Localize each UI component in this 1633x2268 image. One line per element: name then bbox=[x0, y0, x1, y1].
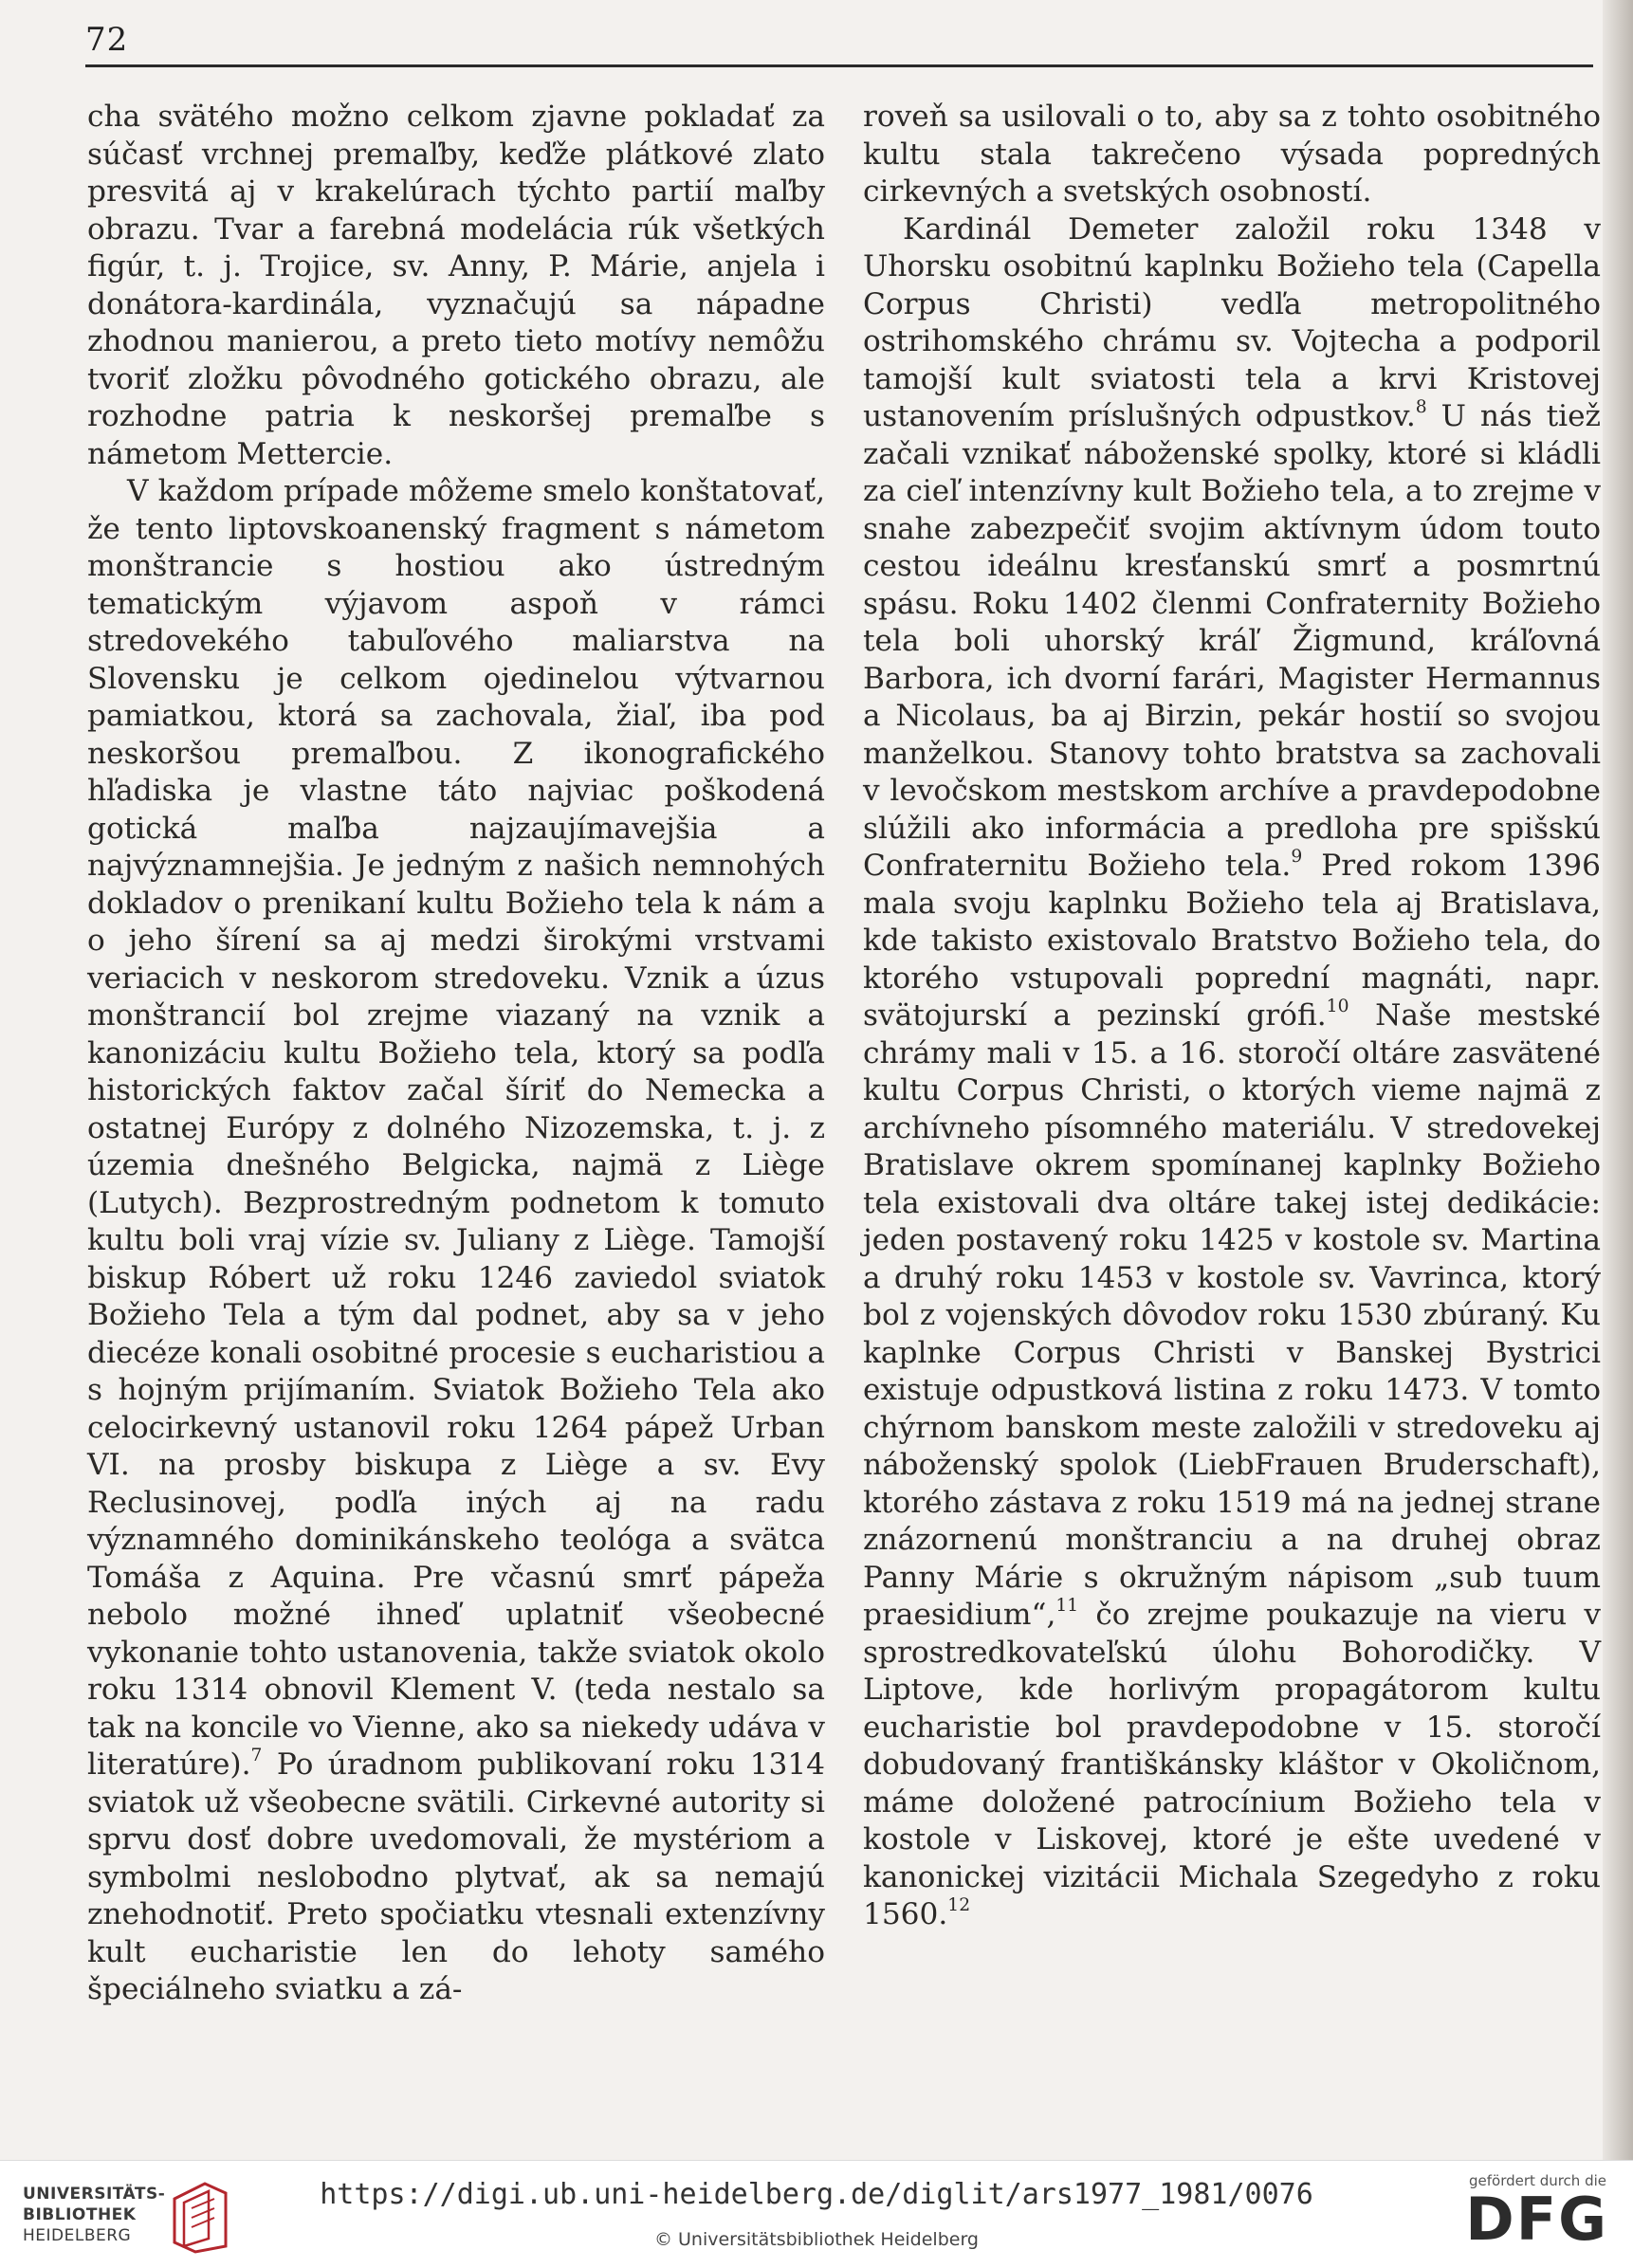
paragraph bbox=[87, 473, 825, 2009]
paragraph-text: U nás tiež začali vznikať náboženské spolky, ktoré si kládli za cieľ intenzívny kult Božieho tela, a to zrejme v snahe zabezpečiť svojim aktívnym údom touto cestou ideálnu kresťanskú smrť a posmrtnú spásu. Roku 1402 členmi Confraternity Božieho tela boli uhorský kráľ Žigmund, kráľovná Barbora, ich dvorní farári, Magister Hermannus a Nicolaus, ba aj Birzin, pekár hostií so svojou manželkou. Stanovy tohto bratstva sa zachovali v levočskom mestskom archíve a pravdepodobne slúžili ako informácia a predloha pre spišskú Confraternitu Božieho tela. bbox=[863, 399, 1601, 883]
dfg-wordmark: DFG bbox=[1465, 2185, 1608, 2254]
viewer-footer bbox=[0, 2160, 1633, 2268]
paragraph-text: Po úradnom publikovaní roku 1314 sviatok už všeobecne svätili. Cirkevné autority si sprvu dosť dobre uvedomovali, že mystériom a symbolmi neslobodno plytvať, ak sa nemajú znehodnotiť. Preto spočiatku vtesnali extenzívny kult eucharistie len do lehoty samého špeciálneho sviatku a zá- bbox=[87, 1747, 826, 2006]
dfg-logo-icon[interactable] bbox=[1447, 2172, 1618, 2262]
page-url-link[interactable]: https://digi.ub.uni-heidelberg.de/diglit/ars1977_1981/0076 bbox=[320, 2178, 1313, 2211]
paragraph: cha svätého možno celkom zjavne pokladať za súčasť vrchnej premaľby, keďže plátkové zlato presvitá aj v krakelúrach týchto partií maľby obrazu. Tvar a farebná modelácia rúk všetkých figúr, t. j. Trojice, sv. Anny, P. Márie, anjela i donátora-kardinála, vyznačujú sa nápadne zhodnou manierou, a preto tieto motívy nemôžu tvoriť zložku pôvodného gotického obrazu, ale rozhodne patria k neskoršej premaľbe s námetom Mettercie. bbox=[87, 100, 825, 471]
footnote-ref: 11 bbox=[1055, 1595, 1079, 1616]
library-name: UNIVERSITÄTS- BIBLIOTHEK HEIDELBERG bbox=[23, 2185, 166, 2245]
footnote-ref: 9 bbox=[1291, 846, 1303, 867]
paragraph-text: čo zrejme poukazuje na vieru v sprostredkovateľskú úlohu Bohorodičky. V Liptove, kde horlivým propagátorom kultu eucharistie bol pravdepodobne v 15. storočí dobudovaný františkánsky kláštor v Okoličnom, máme doložené patrocínium Božieho tela v kostole v Liskovej, ktoré je ešte uvedené v kanonickej vizitácii Michala Szegedyho z roku 1560. bbox=[863, 1598, 1601, 1931]
page-edge-shadow bbox=[1603, 0, 1633, 2160]
footnote-ref: 8 bbox=[1415, 396, 1427, 417]
paragraph-text: Kardinál Demeter založil roku 1348 v Uhorsku osobitnú kaplnku Božieho tela (Capella Corpus Christi) vedľa metropolitného ostrihomského chrámu sv. Vojtecha a podporil tamojší kult sviatosti tela a krvi Kristovej ustanovením príslušných odpustkov. bbox=[863, 211, 1601, 433]
paragraph-text: Pred rokom 1396 mala svoju kaplnku Božieho tela aj Bratislava, kde takisto existovalo Bratstvo Božieho tela, do ktorého vstupovali poprední magnáti, napr. svätojurskí a pezinskí grófi. bbox=[863, 849, 1601, 1033]
footnote-ref: 10 bbox=[1326, 996, 1349, 1016]
paragraph-text: V každom prípade môžeme smelo konštatovať, že tento liptovskoanenský fragment s námetom monštrancie s hostiou ako ústredným tematickým výjavom aspoň v rámci stredovekého tabuľového maliarstva na Slovensku je celkom ojedinelou výtvarnou pamiatkou, ktorá sa zachovala, žiaľ, iba pod neskoršou premaľbou. Z ikonografického hľadiska je vlastne táto najviac poškodená gotická maľba najzaujímavejšia a najvýznamnejšia. Je jedným z našich nemnohých dokladov o prenikaní kultu Božieho tela k nám a o jeho šírení sa aj medzi širokými vrstvami veriacich v neskorom stredoveku. Vznik a úzus monštrancií bol zrejme viazaný na vznik a kanonizáciu kultu Božieho tela, ktorý sa podľa historických faktov začal šíriť do Nemecka a ostatnej Európy z dolného Nizozemska, t. j. z územia dnešného Belgicka, najmä z Liège (Lutych). Bezprostredným podnetom k tomuto kultu boli vraj vízie sv. Juliany z Liège. Tamojší biskup Róbert už roku 1246 zaviedol sviatok Božieho Tela a tým dal podnet, aby sa v jeho diecéze konali osobitné procesie s eucharistiou a s hojným prijímaním. Sviatok Božieho Tela ako celocirkevný ustanovil roku 1264 pápež Urban VI. na prosby biskupa z Liège a sv. Evy Reclusinovej, podľa iných aj na radu významného dominikánskeho teológa a svätca Tomáša z Aquina. Pre včasnú smrť pápeža nebolo možné ihneď uplatniť všeobecné vykonanie tohto ustanovenia, takže sviatok okolo roku 1314 obnovil Klement V. (teda nestalo sa tak na koncile vo Vienne, ako sa niekedy udáva v literatúre). bbox=[87, 474, 825, 1782]
funded-by-caption: gefördert durch die bbox=[1469, 2172, 1606, 2189]
copyright-notice: © Universitätsbibliothek Heidelberg bbox=[653, 2229, 979, 2250]
header-rule bbox=[85, 64, 1593, 67]
right-column bbox=[863, 99, 1601, 1934]
left-column bbox=[87, 99, 825, 2009]
paragraph: roveň sa usilovali o to, aby sa z tohto osobitného kultu stala takrečeno výsada popredných cirkevných a svetských osobností. bbox=[863, 100, 1601, 209]
paragraph-text: Naše mestské chrámy mali v 15. a 16. storočí oltáre zasvätené kultu Corpus Christi, o ktorých vieme najmä z archívneho písomného materiálu. V stredovekej Bratislave okrem spomínanej kaplnky Božieho tela existovali dva oltáre takej istej dedikácie: jeden postavený roku 1425 v kostole sv. Martina a druhý roku 1453 v kostole sv. Vavrinca, ktorý bol z vojenských dôvodov roku 1530 zbúraný. Ku kaplnke Corpus Christi v Banskej Bystrici existuje odpustková listina z roku 1473. V tomto chýrnom banskom meste založili v stredoveku aj náboženský spolok (LiebFrauen Bruderschaft), ktorého zástava z roku 1519 má na jednej strane znázornenú monštranciu a na druhej obraz Panny Márie s okružným nápisom „sub tuum praesidium“, bbox=[863, 998, 1602, 1632]
footnote-ref: 7 bbox=[250, 1745, 263, 1765]
footnote-ref: 12 bbox=[947, 1894, 971, 1915]
paragraph bbox=[863, 211, 1601, 1934]
page-number: 72 bbox=[85, 21, 129, 59]
